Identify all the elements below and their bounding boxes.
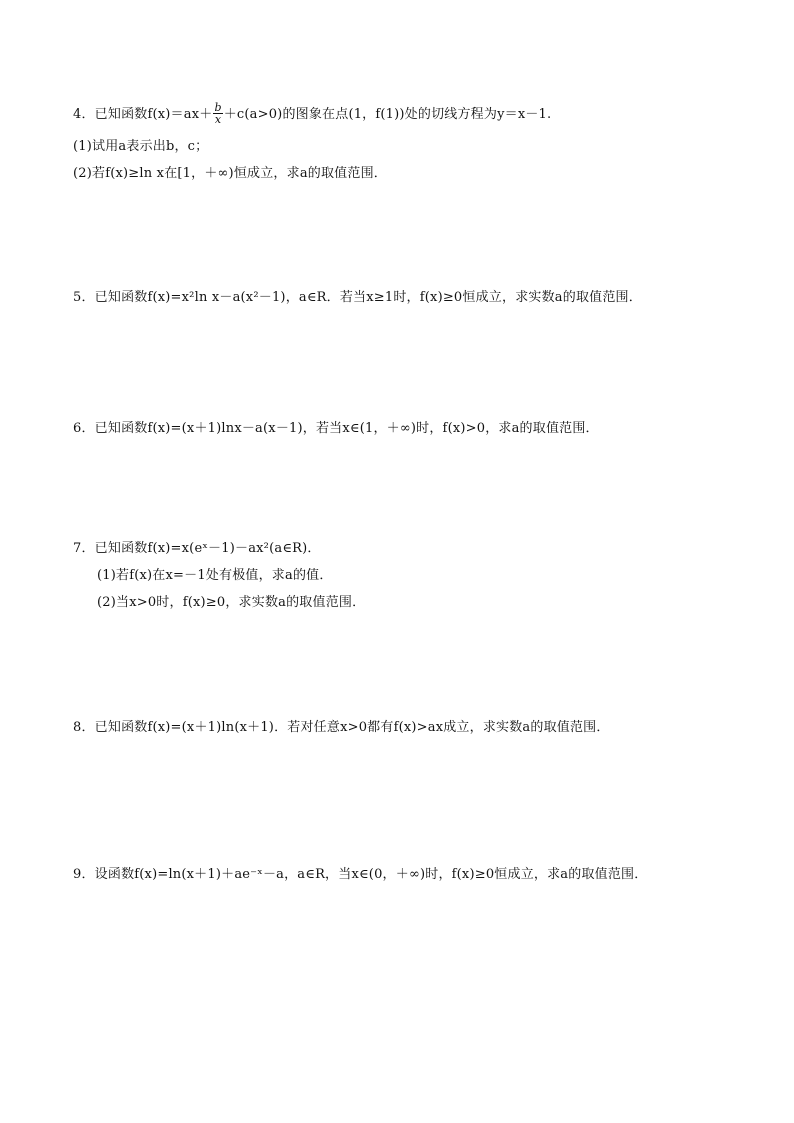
problem-8-stem: [73, 719, 610, 737]
problem-8-text: 已知函数f(x)=(x＋1)ln(x＋1)．若对任意x>0都有f(x)>ax成立，求实数a的取值范围．: [94, 720, 610, 735]
problem-7-part-2: (2)当x>0时，f(x)≥0，求实数a的取值范围．: [97, 595, 366, 610]
problem-4-stem-post: ＋c(a>0)的图象在点(1，f(1))处的切线方程为y＝x－1.: [223, 107, 552, 122]
problem-8-number: 8．: [73, 720, 95, 735]
problem-4-stem: [73, 103, 551, 126]
problem-6-number: 6．: [73, 421, 95, 436]
problem-9-number: 9．: [73, 867, 95, 882]
fraction-denominator: x: [214, 113, 222, 126]
problem-7-stem: [73, 540, 321, 558]
problem-4-stem-pre: 已知函数f(x)＝ax＋: [94, 107, 213, 122]
problem-6-stem: [73, 420, 599, 438]
problem-5-stem: [73, 289, 642, 307]
problem-5-number: 5．: [73, 290, 95, 305]
problem-6-text: 已知函数f(x)=(x＋1)lnx－a(x－1)，若当x∈(1，＋∞)时，f(x)>0，求a的取值范围．: [94, 421, 599, 436]
problem-7-part-1: (1)若f(x)在x=－1处有极值，求a的值．: [97, 568, 333, 583]
problem-7-text: 已知函数f(x)=x(eˣ－1)－ax²(a∈R)．: [94, 541, 321, 556]
problem-9-stem: [73, 866, 647, 884]
fraction-numerator: b: [214, 101, 222, 114]
problem-4-part-2: (2)若f(x)≥ln x在[1，＋∞)恒成立，求a的取值范围．: [73, 166, 387, 181]
problem-4-part-1: (1)试用a表示出b，c；: [73, 139, 209, 154]
problem-7-number: 7．: [73, 541, 95, 556]
fraction-b-over-x: [213, 102, 222, 125]
problem-4-number: 4．: [73, 107, 95, 122]
problem-5-text: 已知函数f(x)=x²ln x－a(x²－1)，a∈R．若当x≥1时，f(x)≥0恒成立，求实数a的取值范围．: [94, 290, 642, 305]
problem-9-text: 设函数f(x)=ln(x＋1)＋ae⁻ˣ－a，a∈R，当x∈(0，＋∞)时，f(x)≥0恒成立，求a的取值范围．: [94, 867, 648, 882]
